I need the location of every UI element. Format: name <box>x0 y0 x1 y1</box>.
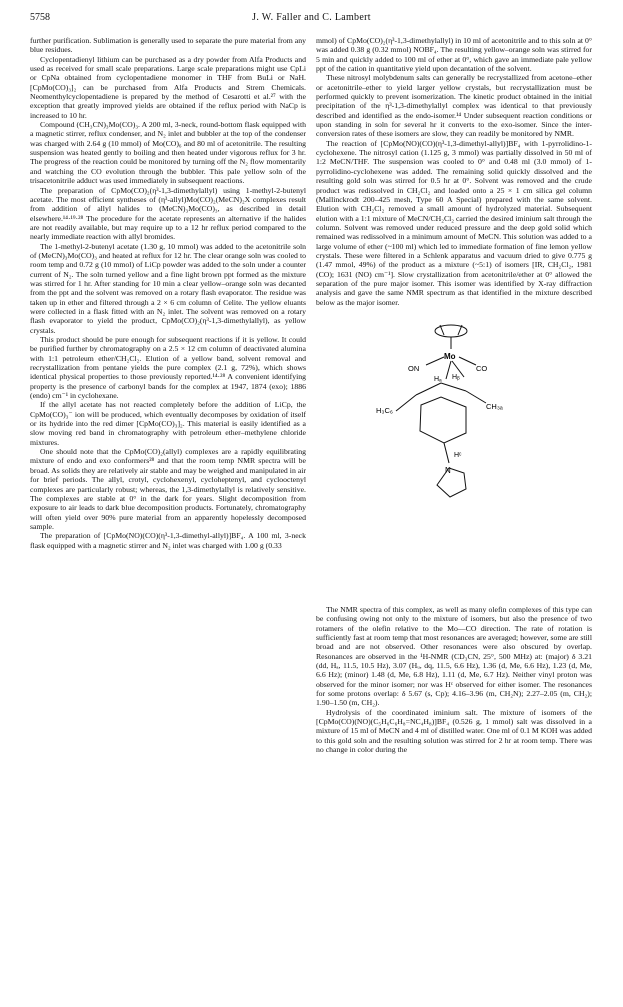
left-column <box>30 36 306 550</box>
paragraph: The preparation of CpMo(CO)₂(η³-1,3-dimethylallyl) using 1-methyl-2-butenyl acetate. The most efficient syntheses of (η³-allyl)Mo(CO)₂(MeCN)₂X complexes result from addition of allyl halides to (MeCN)₃Mo(CO)₃, as described in detail elsewhere.¹⁴·¹⁹·²⁸ The procedure for the acetate represents an alternative if the halides are not readily available, but may require up to a 12 hr reflux period compared to the nearly immediate reaction with allyl bromides. <box>30 185 306 242</box>
pyrrolidine-ring <box>437 465 466 497</box>
paragraph: The NMR spectra of this complex, as well as many olefin complexes of this type can be confusing owing not only to the mixture of isomers, but also the presence of two rotamers of the olefin relative to the Mo—CO direction. The rate of rotation is sufficiently fast at room temp that most resonances are averaged; however, some are still broad and are not observed. Other resonances were also obscured by overlap. Resonances are observed in the ¹H-NMR (CD₃CN, 25°, 500 MHz) at: (major) δ 3.21 (dd, Hₐ, 11.5, 10.5 Hz), 3.07 (Hᵤ, dq, 11.5, 6.6 Hz), 1.36 (d, Me, 6.6 Hz), 1.23 (d, Me, 6.6 Hz); (minor) 1.48 (d, Me, 6.8 Hz), 1.11 (d, Me, 6.7 Hz). Neither vinyl proton was observed for the minor isomer; nor was Hᶜ observed for either isomer. The resonances for some protons overlap: δ 5.67 (s, Cp); 4.16–3.96 (m, CH₂N); 2.27–2.05 (m, CH₂); 1.90–1.50 (m, CH₂). <box>316 604 592 708</box>
paragraph: One should note that the CpMo(CO)₂(allyl) complexes are a rapidly equilibrating mixture of endo and exo conformers²⁸ and that the room temp NMR spectra will be broad. As solids they are relatively air stable and may be weighed and manipulated in air for brief periods. The allyl, crotyl, cyclohexenyl, cycloheptenyl, and cyclooctenyl complexes are particularly robust; whereas, the 1,3-dimethylallyl is relatively sensitive. The complexes are stable at 0° in the dark for years. Slight decomposition from exposure to air leads to dark blue decomposition products. Fortunately, chromatography will often yield over 90% pure material from an apparently hopelessly decomposed sample. <box>30 447 306 531</box>
mo-label: Mo <box>444 351 456 361</box>
paragraph: The 1-methyl-2-butenyl acetate (1.30 g, 10 mmol) was added to the acetonitrile soln of (MeCN)₃Mo(CO)₃ and heated at reflux for 12 hr. The clear orange soln was cooled to room temp and 0.72 g (10 mmol) of LiCp powder was added to the soln under a counter current of N₂. The soln turned yellow and a fine light brown ppt formed as the mixture was stirred for 1 hr. After standing for 10 min a clear yellow–orange soln was decanted from the ppt and the solvent was removed on a rotary flash evaporator. The residue was taken up in ether and filtered through a 2 × 6 cm column of Celite. The yellow eluants were collected in a flask fitted with an N₂ inlet. The solvent was removed on a rotary flash evaporator to yield the product, CpMo(CO)₂(η³-1,3-dimethylallyl), as yellow crystals. <box>30 241 306 335</box>
hc-label: Hᶜ <box>454 451 462 459</box>
page-number: 5758 <box>30 12 50 23</box>
right-column-top-text <box>316 36 592 307</box>
co-label: CO <box>476 363 488 373</box>
paragraph: The reaction of [CpMo(NO)(CO)(η³-1,3-dimethyl-allyl)]BF₄ with 1-pyrrolidino-1-cyclohexene. The nitrosyl cation (1.125 g, 3 mmol) was partially dissolved in 50 ml of 1:2 MeCN/THF. The suspension was cooled to 0° and 0.48 ml (3.0 mmol) of 1-pyrrolidino-cyclohexene was added. The remaining solid quickly dissolved and the resulting gold soln was stirred for 0.5 hr at 0°. Solvent was removed and the crude product was redissolved in CH₂Cl₂ and loaded onto a 25 × 1 cm silica gel column (Mallinckrodt 200–425 mesh, Type 60 A Special) prepared with the same solvent. Elution with CH₂Cl₂ removed a small amount of hydrolyzed material. Subsequent elution with a 1:1 mixture of MeCN/CH₂Cl₂ carried the desired iminium salt through the column. Solvent was removed under reduced pressure and the deep gold solid which remained was redissolved in a minimum amount of MeCN. This solution was added to a large volume of ether (~100 ml) which led to immediate formation of fine lemon yellow crystals. These were filtered in a Schlenk apparatus and vacuum dried to give 0.775 g (1.47 mmol, 49%) of the product as a mixture (~5:1) of isomers [IR, CH₂Cl₂, 1981 (CO); 1631 (NO) cm⁻¹]. Slow crystallization from acetonitrile/ether at 0° allowed the separation of the pure major isomer. This isomer was identified by X-ray diffraction analysis and gave the same NMR spectrum as that identified in the mixture described below as the major isomer. <box>316 138 592 307</box>
hb-label: Hᵦ <box>452 373 460 381</box>
n-label: N <box>445 465 451 475</box>
ch3a-label: CH₃ₐ <box>486 401 503 411</box>
ha-label: Hₐ <box>434 375 442 383</box>
paragraph: If the allyl acetate has not reacted completely before the addition of LiCp, the CpMo(CO)₃⁻ ion will be produced, which eventually decomposes by oxidation of itself or its hydride into the red dimer [CpMo(CO)₃]₂. This material is easily identified as a slow moving red band in chromatography with petroleum ether–methylene chloride mixtures. <box>30 400 306 447</box>
paragraph: Hydrolysis of the coordinated iminium salt. The mixture of isomers of the [CpMo(CO)(NO)(C₅H₆C₆H₈=NC₄H₈)]BF₄ (0.526 g, 1 mmol) salt was dissolved in a mixture of 15 ml of MeCN and 4 ml of distilled water. One ml of 0.1 M KOH was added to this gold soln and the resulting solution was stirred for 2 hr at room temp. There was no change in color during the <box>316 707 592 755</box>
paragraph: This product should be pure enough for subsequent reactions if it is yellow. It could be purified further by chromatography on a 2.5 × 12 cm column of deactivated alumina with 1:1 petroleum ether/CH₂Cl₂. Elution of a yellow band, solvent removal and recrystallization from pentane yields the pure complex (2.1 g, 72%), which shows identical physical properties to those previously reported.¹⁴·²⁸ A convenient identifying property is the presence of carbonyl bands for the complex at 1947, 1874 (exo); 1886 (endo) cm⁻¹ in cyclohexane. <box>30 335 306 401</box>
right-column <box>316 36 592 754</box>
paragraph: further purification. Sublimation is generally used to separate the pure material from any blue residues. <box>30 36 306 55</box>
running-head-authors: J. W. Faller and C. Lambert <box>252 12 371 23</box>
iminium-complex-structure <box>316 313 592 599</box>
right-column-bottom-text <box>316 605 592 755</box>
cyclohexene-ring <box>420 397 466 443</box>
cyclopentadienyl-ring <box>435 325 467 337</box>
paragraph: Compound (CH₃CN)₃Mo(CO)₃. A 200 ml, 3-neck, round-bottom flask equipped with a magnetic stirrer, reflux condenser, and N₂ inlet and bubbler at the top of the condenser was charged with 2.64 g (10 mmol) of Mo(CO)₆ and 80 ml of acetonitrile. The resulting suspension was heated gently to boiling and then heated under vigorous reflux for 3 hr. The progress of the reaction could be monitored by turning off the N₂ flow momentarily and watching the CO evolution through the bubbler. This pale yellow soln of the trisacetonitrile adduct was used immediately in subsequent reactions. <box>30 120 306 186</box>
h3c-label: H₃C₆ <box>376 405 393 415</box>
page-header <box>30 12 593 26</box>
paragraph: These nitrosyl molybdenum salts can generally be recrystallized from acetone–ether or acetonitrile–ether to yield larger yellow crystals, but recrystallization must be performed quickly to prevent isomerization. The kinetic product obtained in the initial precipitation of the η³-1,3-dimethylallyl complex was identical to that previously described and identified as the endo-isomer.¹⁴ Under subsequent reaction conditions or upon standing in soln for several hr it converts to the exo-isomer. Since the inter-conversion rates of these isomers are slow, they can readily be monitored by NMR. <box>316 73 592 139</box>
paragraph: Cyclopentadienyl lithium can be purchased as a dry powder from Alfa Products and used as received for small scale preparations. Large scale preparations might use CpLi or CpNa obtained from cyclopentadiene monomer in THF from BuLi or NaH. [CpMo(CO)₃]₂ can be purchased from Alfa Products and Strem Chemicals. Neomenthylcyclopentadiene is prepared by the method of Cesarotti et al.²⁷ with the exception that greatly improved yields are obtained if the reflux period with NaCp is increased to 10 hr. <box>30 54 306 120</box>
on-label: ON <box>408 363 420 373</box>
paragraph: mmol) of CpMo(CO)₂(η³-1,3-dimethylallyl) in 10 ml of acetonitrile and to this soln at 0° was added 0.38 g (0.32 mmol) NOBF₄. The resulting yellow–orange soln was stirred for 5 min and quickly added to 100 ml of ether at 0°, which gave an immediate pale yellow ppt of the cation in quantitative yield upon decantation of the solvent. <box>316 36 592 74</box>
paragraph: The preparation of [CpMo(NO)(CO)(η³-1,3-dimethyl-allyl)]BF₄. A 100 ml, 3-neck flask equipped with a magnetic stirrer and N₂ inlet was charged with 1.00 g (0.33 <box>30 531 306 550</box>
structure-drawing <box>316 313 592 599</box>
